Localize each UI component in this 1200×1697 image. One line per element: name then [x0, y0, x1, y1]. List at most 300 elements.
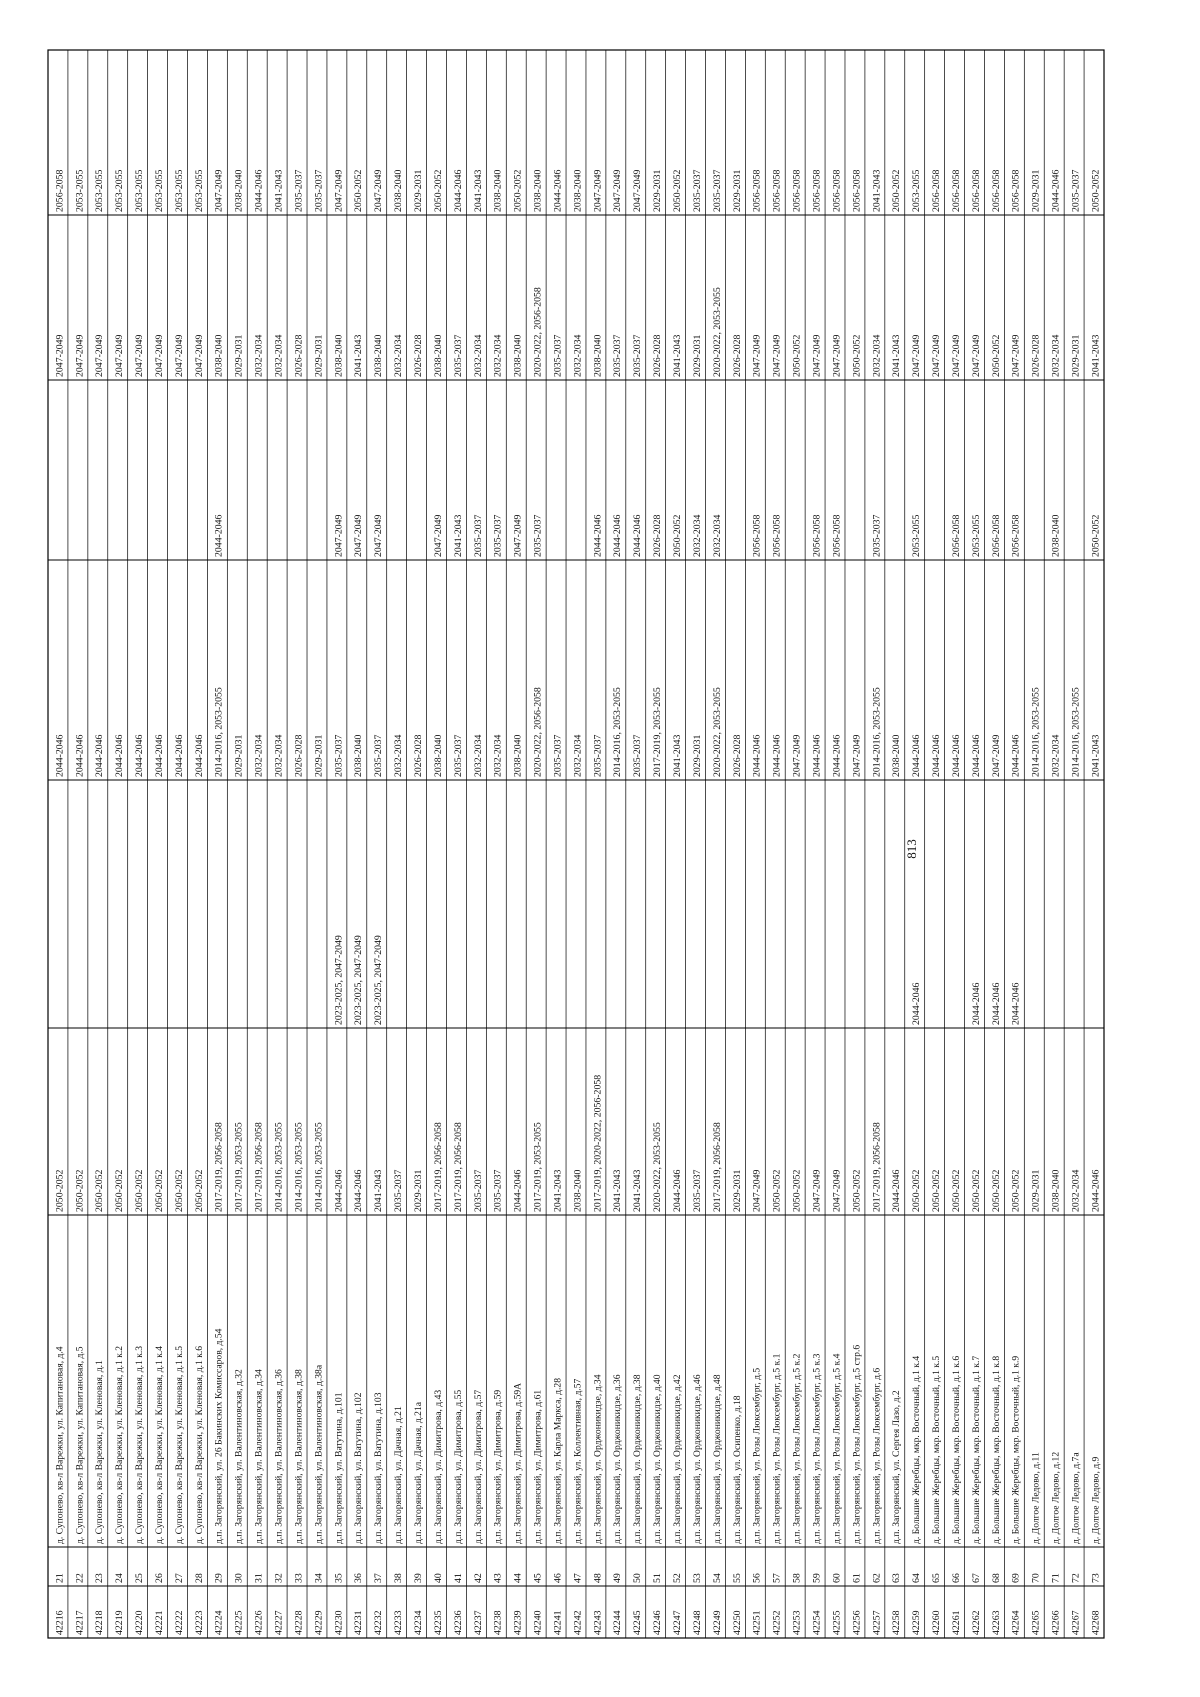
cell-date-range: 2035-2037 — [532, 514, 544, 557]
cell-date-range: 2035-2037 — [472, 514, 484, 557]
cell-date-range: 2056-2058 — [950, 514, 962, 557]
cell-row-number: 24 — [114, 1573, 126, 1583]
cell-date-range: 2029-2031 — [652, 169, 664, 212]
cell-date-range: 2047-2049 — [193, 334, 205, 377]
cell-date-range: 2047-2049 — [791, 734, 803, 777]
cell-date-range: 2029-2031 — [313, 734, 325, 777]
table-row — [373, 169, 384, 1635]
cell-record-id: 42224 — [213, 1610, 225, 1635]
cell-record-id: 42239 — [512, 1610, 524, 1635]
cell-date-range: 2029-2031 — [1030, 169, 1042, 212]
table-row — [812, 169, 823, 1635]
cell-record-id: 42246 — [652, 1610, 664, 1635]
cell-date-range: 2041-2043 — [373, 1169, 385, 1212]
cell-date-range: 2014-2016, 2053-2055 — [1030, 687, 1042, 777]
cell-row-number: 29 — [213, 1573, 225, 1583]
cell-date-range: 2041-2043 — [871, 169, 883, 212]
cell-address: д. Супонево, кв-л Варежки, ул. Капитановая, д.4 — [54, 1346, 66, 1544]
cell-record-id: 42267 — [1070, 1610, 1082, 1635]
table-row — [951, 169, 962, 1635]
cell-date-range: 2014-2016, 2053-2055 — [612, 687, 624, 777]
cell-date-range: 2047-2049 — [333, 169, 345, 212]
cell-date-range: 2029-2031 — [233, 734, 245, 777]
cell-address: д. Супонево, кв-л Варежки, ул. Кленовая, д.1 к.5 — [173, 1345, 185, 1544]
cell-date-range: 2035-2037 — [452, 334, 464, 377]
cell-date-range: 2050-2052 — [931, 1169, 942, 1212]
cell-date-range: 2038-2040 — [233, 169, 245, 212]
table-row — [353, 169, 364, 1635]
cell-date-range: 2050-2052 — [891, 169, 903, 212]
table-row — [313, 169, 324, 1635]
cell-date-range: 2032-2034 — [472, 334, 484, 377]
cell-date-range: 2038-2040 — [432, 734, 444, 777]
cell-row-number: 54 — [711, 1573, 723, 1583]
cell-row-number: 49 — [612, 1573, 624, 1583]
cell-date-range: 2047-2049 — [432, 514, 444, 557]
cell-address: д. Большие Жеребцы, мкр. Восточный, д.1 к.4 — [911, 1355, 923, 1544]
cell-record-id: 42259 — [911, 1610, 923, 1635]
cell-date-range: 2044-2046 — [552, 169, 564, 212]
table-row — [114, 169, 125, 1635]
table-row — [393, 169, 404, 1635]
table-row — [911, 169, 922, 1635]
cell-date-range: 2041-2043 — [1090, 334, 1102, 377]
cell-date-range: 2038-2040 — [393, 169, 405, 212]
cell-record-id: 42257 — [871, 1610, 883, 1635]
cell-date-range: 2047-2049 — [173, 334, 185, 377]
cell-date-range: 2032-2034 — [472, 734, 484, 777]
cell-date-range: 2044-2046 — [1050, 169, 1062, 212]
cell-address: д. Большие Жеребцы, мкр. Восточный, д.1 к.7 — [970, 1355, 982, 1544]
cell-date-range: 2026-2028 — [413, 734, 424, 777]
table-row — [792, 169, 803, 1635]
cell-date-range: 2038-2040 — [891, 734, 903, 777]
cell-address: д.п. Загорянский, ул. Розы Люксембург, д.5 — [751, 1367, 763, 1544]
cell-date-range: 2020-2022, 2053-2055 — [711, 287, 723, 377]
cell-date-range: 2038-2040 — [572, 1169, 584, 1212]
cell-row-number: 41 — [452, 1573, 464, 1583]
table-row — [274, 169, 285, 1635]
cell-address: д. Супонево, кв-л Варежки, ул. Кленовая, д.1 к.2 — [114, 1345, 126, 1544]
cell-date-range: 2035-2037 — [293, 169, 305, 212]
cell-date-range: 2035-2037 — [313, 169, 325, 212]
cell-row-number: 72 — [1070, 1573, 1082, 1583]
cell-date-range: 2044-2046 — [173, 734, 185, 777]
cell-date-range: 2029-2031 — [731, 169, 743, 212]
cell-record-id: 42228 — [293, 1610, 305, 1635]
cell-date-range: 2032-2034 — [393, 334, 405, 377]
cell-row-number: 52 — [672, 1573, 683, 1583]
cell-date-range: 2047-2049 — [990, 734, 1002, 777]
cell-date-range: 2017-2019, 2020-2022, 2056-2058 — [592, 1074, 604, 1212]
cell-date-range: 2014-2016, 2053-2055 — [293, 1122, 305, 1212]
cell-record-id: 42266 — [1050, 1610, 1062, 1635]
cell-record-id: 42241 — [552, 1610, 564, 1635]
cell-date-range: 2038-2040 — [592, 334, 604, 377]
cell-address: д. Долгое Ледово, д.9 — [1090, 1456, 1102, 1544]
table-row — [1011, 169, 1022, 1635]
cell-date-range: 2044-2046 — [911, 734, 923, 777]
cell-date-range: 2041-2043 — [273, 169, 285, 212]
table-row — [1051, 169, 1062, 1635]
cell-date-range: 2035-2037 — [333, 734, 345, 777]
cell-record-id: 42235 — [432, 1610, 444, 1635]
cell-date-range: 2017-2019, 2056-2058 — [452, 1122, 464, 1212]
cell-date-range: 2044-2046 — [751, 734, 763, 777]
cell-date-range: 2041-2043 — [552, 1169, 564, 1212]
cell-record-id: 42217 — [74, 1610, 86, 1635]
cell-date-range: 2029-2031 — [313, 334, 325, 377]
cell-date-range: 2029-2031 — [691, 734, 703, 777]
cell-date-range: 2032-2034 — [393, 734, 405, 777]
cell-address: д.п. Загорянский, ул. Орджоникидзе, д.40 — [652, 1374, 664, 1544]
cell-address: д.п. Загорянский, ул. Ватутина, д.103 — [373, 1392, 385, 1544]
cell-date-range: 2017-2019, 2053-2055 — [532, 1122, 544, 1212]
cell-date-range: 2050-2052 — [173, 1169, 185, 1212]
cell-date-range: 2044-2046 — [114, 734, 126, 777]
cell-date-range: 2032-2034 — [871, 334, 883, 377]
cell-row-number: 26 — [154, 1573, 165, 1583]
cell-record-id: 42229 — [313, 1610, 325, 1635]
table-row — [891, 169, 902, 1635]
cell-row-number: 45 — [532, 1573, 544, 1583]
table-row — [134, 169, 145, 1635]
cell-address: д.п. Загорянский, ул. Розы Люксембург, д.5 к.4 — [831, 1353, 843, 1544]
cell-date-range: 2050-2052 — [851, 334, 863, 377]
cell-date-range: 2056-2058 — [811, 169, 823, 212]
cell-row-number: 71 — [1050, 1573, 1062, 1583]
cell-date-range: 2044-2046 — [1010, 734, 1022, 777]
cell-date-range: 2020-2022, 2053-2055 — [652, 1122, 664, 1212]
table-row — [174, 169, 185, 1635]
cell-date-range: 2050-2052 — [512, 169, 524, 212]
cell-date-range: 2047-2049 — [353, 514, 365, 557]
cell-row-number: 38 — [393, 1573, 405, 1583]
cell-date-range: 2026-2028 — [293, 334, 305, 377]
cell-address: д.п. Загорянский, ул. Димитрова, д.55 — [452, 1389, 464, 1544]
cell-date-range: 2032-2034 — [273, 334, 285, 377]
cell-date-range: 2041-2043 — [353, 334, 365, 377]
table-row — [1031, 169, 1042, 1635]
cell-date-range: 2047-2049 — [1010, 334, 1022, 377]
cell-date-range: 2056-2058 — [1010, 514, 1022, 557]
cell-address: д.п. Загорянский, ул. 26 Бакинских Комиссаров, д.54 — [213, 1328, 225, 1544]
cell-date-range: 2053-2055 — [911, 169, 923, 212]
cell-date-range: 2035-2037 — [691, 1169, 703, 1212]
cell-date-range: 2023-2025, 2047-2049 — [353, 935, 365, 1025]
table-row — [234, 169, 245, 1635]
cell-row-number: 69 — [1010, 1573, 1022, 1583]
table-row — [752, 169, 763, 1635]
cell-date-range: 2041-2043 — [672, 334, 683, 377]
cell-date-range: 2047-2049 — [54, 334, 66, 377]
cell-record-id: 42247 — [672, 1610, 683, 1635]
cell-date-range: 2056-2058 — [831, 514, 843, 557]
cell-date-range: 2038-2040 — [353, 734, 365, 777]
cell-date-range: 2029-2031 — [731, 1169, 743, 1212]
cell-record-id: 42252 — [771, 1610, 783, 1635]
cell-date-range: 2026-2028 — [652, 334, 664, 377]
cell-date-range: 2047-2049 — [751, 334, 763, 377]
cell-date-range: 2029-2031 — [1030, 1169, 1042, 1212]
cell-date-range: 2056-2058 — [1010, 169, 1022, 212]
table-row — [851, 169, 862, 1635]
cell-date-range: 2026-2028 — [413, 334, 424, 377]
cell-record-id: 42262 — [970, 1610, 982, 1635]
cell-date-range: 2032-2034 — [1070, 1169, 1082, 1212]
cell-date-range: 2050-2052 — [154, 1169, 165, 1212]
cell-address: д.п. Загорянский, ул. Ватутина, д.102 — [353, 1392, 365, 1544]
cell-row-number: 51 — [652, 1573, 664, 1583]
cell-date-range: 2047-2049 — [592, 169, 604, 212]
cell-date-range: 2056-2058 — [771, 514, 783, 557]
cell-record-id: 42258 — [891, 1610, 903, 1635]
cell-date-range: 2035-2037 — [632, 734, 644, 777]
cell-date-range: 2032-2034 — [492, 334, 504, 377]
cell-address: д. Долгое Ледово, д.12 — [1050, 1451, 1062, 1544]
cell-address: д.п. Загорянский, ул. Валентиновская, д.32 — [233, 1369, 245, 1544]
cell-row-number: 33 — [293, 1573, 305, 1583]
cell-record-id: 42249 — [711, 1610, 723, 1635]
cell-row-number: 53 — [691, 1573, 703, 1583]
cell-address: д.п. Загорянский, ул. Розы Люксембург, д.5 к.1 — [771, 1353, 783, 1544]
cell-record-id: 42240 — [532, 1610, 544, 1635]
cell-date-range: 2035-2037 — [612, 334, 624, 377]
table-row — [991, 169, 1002, 1635]
cell-address: д.п. Загорянский, ул. Орджоникидзе, д.42 — [672, 1374, 683, 1544]
cell-date-range: 2038-2040 — [213, 334, 225, 377]
table-row — [732, 169, 743, 1635]
cell-date-range: 2047-2049 — [373, 514, 385, 557]
cell-address: д. Супонево, кв-л Варежки, ул. Кленовая, д.1 к.3 — [134, 1345, 145, 1544]
cell-date-range: 2044-2046 — [193, 734, 205, 777]
table-row — [712, 169, 723, 1635]
table-row — [473, 169, 484, 1635]
table-row — [592, 169, 603, 1635]
cell-date-range: 2026-2028 — [1030, 334, 1042, 377]
cell-date-range: 2026-2028 — [293, 734, 305, 777]
cell-date-range: 2044-2046 — [134, 734, 145, 777]
cell-date-range: 2044-2046 — [592, 514, 604, 557]
cell-date-range: 2056-2058 — [990, 169, 1002, 212]
cell-record-id: 42245 — [632, 1610, 644, 1635]
cell-date-range: 2047-2049 — [373, 169, 385, 212]
table-row — [194, 169, 205, 1635]
cell-row-number: 68 — [990, 1573, 1002, 1583]
cell-date-range: 2035-2037 — [711, 169, 723, 212]
cell-date-range: 2032-2034 — [253, 334, 265, 377]
cell-row-number: 65 — [931, 1573, 942, 1583]
cell-date-range: 2050-2052 — [94, 1169, 106, 1212]
cell-record-id: 42234 — [413, 1610, 424, 1635]
cell-date-range: 2035-2037 — [552, 734, 564, 777]
cell-row-number: 43 — [492, 1573, 504, 1583]
table-row — [293, 169, 304, 1635]
page-number: 813 — [904, 839, 919, 859]
cell-row-number: 46 — [552, 1573, 564, 1583]
cell-date-range: 2053-2055 — [94, 169, 106, 212]
cell-date-range: 2050-2052 — [134, 1169, 145, 1212]
cell-address: д.п. Загорянский, ул. Димитрова, д.59А — [512, 1382, 524, 1544]
cell-address: д.п. Загорянский, ул. Орджоникидзе, д.34 — [592, 1374, 604, 1544]
cell-date-range: 2041-2043 — [452, 514, 464, 557]
cell-date-range: 2050-2052 — [791, 334, 803, 377]
cell-row-number: 56 — [751, 1573, 763, 1583]
cell-date-range: 2035-2037 — [552, 334, 564, 377]
cell-row-number: 50 — [632, 1573, 644, 1583]
cell-date-range: 2053-2055 — [193, 169, 205, 212]
cell-date-range: 2038-2040 — [333, 334, 345, 377]
cell-date-range: 2044-2046 — [333, 1169, 345, 1212]
cell-address: д. Большие Жеребцы, мкр. Восточный, д.1 к.9 — [1010, 1355, 1022, 1544]
cell-date-range: 2050-2052 — [791, 1169, 803, 1212]
table-row — [553, 169, 564, 1635]
cell-date-range: 2047-2049 — [74, 334, 86, 377]
rotated-schedule-table — [48, 50, 1104, 1638]
cell-date-range: 2056-2058 — [950, 169, 962, 212]
cell-record-id: 42222 — [173, 1610, 185, 1635]
cell-date-range: 2035-2037 — [871, 514, 883, 557]
cell-date-range: 2050-2052 — [54, 1169, 66, 1212]
cell-date-range: 2017-2019, 2056-2058 — [432, 1122, 444, 1212]
cell-date-range: 2044-2046 — [970, 982, 982, 1025]
cell-date-range: 2050-2052 — [672, 169, 683, 212]
cell-row-number: 57 — [771, 1573, 783, 1583]
cell-date-range: 2053-2055 — [970, 514, 982, 557]
cell-date-range: 2050-2052 — [74, 1169, 86, 1212]
cell-date-range: 2020-2022, 2053-2055 — [711, 687, 723, 777]
cell-date-range: 2050-2052 — [114, 1169, 126, 1212]
cell-address: д. Супонево, кв-л Варежки, ул. Капитановая, д.5 — [74, 1346, 86, 1544]
cell-date-range: 2047-2049 — [751, 1169, 763, 1212]
cell-date-range: 2014-2016, 2053-2055 — [273, 1122, 285, 1212]
cell-date-range: 2035-2037 — [592, 734, 604, 777]
cell-address: д. Супонево, кв-л Варежки, ул. Кленовая, д.1 к.6 — [193, 1345, 205, 1544]
cell-date-range: 2050-2052 — [851, 1169, 863, 1212]
cell-date-range: 2056-2058 — [970, 169, 982, 212]
cell-date-range: 2050-2052 — [990, 1169, 1002, 1212]
cell-date-range: 2032-2034 — [253, 734, 265, 777]
cell-record-id: 42232 — [373, 1610, 385, 1635]
cell-row-number: 21 — [54, 1573, 66, 1583]
table-row — [632, 169, 643, 1635]
cell-date-range: 2020-2022, 2056-2058 — [532, 687, 544, 777]
cell-date-range: 2053-2055 — [114, 169, 126, 212]
cell-date-range: 2035-2037 — [393, 1169, 405, 1212]
cell-record-id: 42260 — [931, 1610, 942, 1635]
cell-row-number: 60 — [831, 1573, 843, 1583]
cell-address: д.п. Загорянский, ул. Осипенко, д.18 — [731, 1395, 743, 1544]
cell-date-range: 2047-2049 — [831, 1169, 843, 1212]
cell-date-range: 2041-2043 — [1090, 734, 1102, 777]
cell-date-range: 2047-2049 — [931, 334, 942, 377]
cell-date-range: 2035-2037 — [452, 734, 464, 777]
cell-date-range: 2023-2025, 2047-2049 — [333, 935, 345, 1025]
cell-row-number: 48 — [592, 1573, 604, 1583]
cell-date-range: 2056-2058 — [811, 514, 823, 557]
cell-date-range: 2014-2016, 2053-2055 — [1070, 687, 1082, 777]
cell-record-id: 42216 — [54, 1610, 66, 1635]
cell-date-range: 2044-2046 — [811, 734, 823, 777]
cell-address: д.п. Загорянский, ул. Димитрова, д.59 — [492, 1389, 504, 1544]
cell-date-range: 2047-2049 — [831, 334, 843, 377]
cell-date-range: 2041-2043 — [672, 734, 683, 777]
cell-date-range: 2056-2058 — [831, 169, 843, 212]
cell-date-range: 2035-2037 — [1070, 169, 1082, 212]
cell-date-range: 2029-2031 — [1070, 334, 1082, 377]
cell-date-range: 2050-2052 — [672, 514, 683, 557]
cell-address: д.п. Загорянский, ул. Дачная, д.21 — [393, 1406, 405, 1544]
cell-date-range: 2044-2046 — [672, 1169, 683, 1212]
cell-date-range: 2044-2046 — [911, 982, 923, 1025]
cell-record-id: 42268 — [1090, 1610, 1102, 1635]
cell-record-id: 42237 — [472, 1610, 484, 1635]
cell-record-id: 42265 — [1030, 1610, 1042, 1635]
cell-date-range: 2047-2049 — [950, 334, 962, 377]
cell-row-number: 59 — [811, 1573, 823, 1583]
cell-date-range: 2032-2034 — [572, 334, 584, 377]
table-row — [692, 169, 703, 1635]
cell-date-range: 2044-2046 — [512, 1169, 524, 1212]
cell-date-range: 2044-2046 — [632, 514, 644, 557]
cell-record-id: 42261 — [950, 1610, 962, 1635]
cell-date-range: 2035-2037 — [492, 514, 504, 557]
cell-address: д. Супонево, кв-л Варежки, ул. Кленовая, д.1 — [94, 1360, 106, 1544]
table-row — [1090, 169, 1101, 1635]
cell-record-id: 42251 — [751, 1610, 763, 1635]
cell-record-id: 42218 — [94, 1610, 106, 1635]
cell-date-range: 2056-2058 — [751, 169, 763, 212]
cell-date-range: 2038-2040 — [512, 334, 524, 377]
cell-date-range: 2050-2052 — [1090, 169, 1102, 212]
cell-record-id: 42227 — [273, 1610, 285, 1635]
cell-date-range: 2044-2046 — [1010, 982, 1022, 1025]
cell-address: д.п. Загорянский, ул. Орджоникидзе, д.48 — [711, 1374, 723, 1544]
table-row — [453, 169, 464, 1635]
cell-date-range: 2041-2043 — [612, 1169, 624, 1212]
cell-row-number: 37 — [373, 1573, 385, 1583]
cell-date-range: 2044-2046 — [990, 982, 1002, 1025]
cell-address: д.п. Загорянский, ул. Валентиновская, д.34 — [253, 1369, 265, 1544]
cell-row-number: 31 — [253, 1573, 265, 1583]
cell-date-range: 2056-2058 — [54, 169, 66, 212]
table-row — [772, 169, 783, 1635]
cell-row-number: 22 — [74, 1573, 86, 1583]
table-row — [612, 169, 623, 1635]
cell-address: д.п. Загорянский, ул. Димитрова, д.61 — [532, 1389, 544, 1544]
cell-row-number: 35 — [333, 1573, 345, 1583]
cell-address: д. Супонево, кв-л Варежки, ул. Кленовая, д.1 к.4 — [154, 1345, 165, 1544]
cell-row-number: 27 — [173, 1573, 185, 1583]
cell-row-number: 39 — [413, 1573, 424, 1583]
cell-date-range: 2044-2046 — [54, 734, 66, 777]
cell-address: д.п. Загорянский, ул. Орджоникидзе, д.38 — [632, 1374, 644, 1544]
cell-address: д.п. Загорянский, ул. Валентиновская, д.36 — [273, 1369, 285, 1544]
cell-date-range: 2032-2034 — [691, 514, 703, 557]
cell-date-range: 2014-2016, 2053-2055 — [871, 687, 883, 777]
cell-date-range: 2038-2040 — [532, 169, 544, 212]
cell-address: д.п. Загорянский, ул. Орджоникидзе, д.46 — [691, 1374, 703, 1544]
cell-date-range: 2038-2040 — [373, 334, 385, 377]
table-row — [871, 169, 882, 1635]
table-row — [154, 169, 165, 1635]
cell-date-range: 2041-2043 — [891, 334, 903, 377]
cell-row-number: 40 — [432, 1573, 444, 1583]
cell-address: д.п. Загорянский, ул. Димитрова, д.43 — [432, 1389, 444, 1544]
cell-date-range: 2044-2046 — [771, 734, 783, 777]
cell-date-range: 2017-2019, 2053-2055 — [652, 687, 664, 777]
cell-address: д.п. Загорянский, ул. Розы Люксембург, д.5 к.2 — [791, 1353, 803, 1544]
